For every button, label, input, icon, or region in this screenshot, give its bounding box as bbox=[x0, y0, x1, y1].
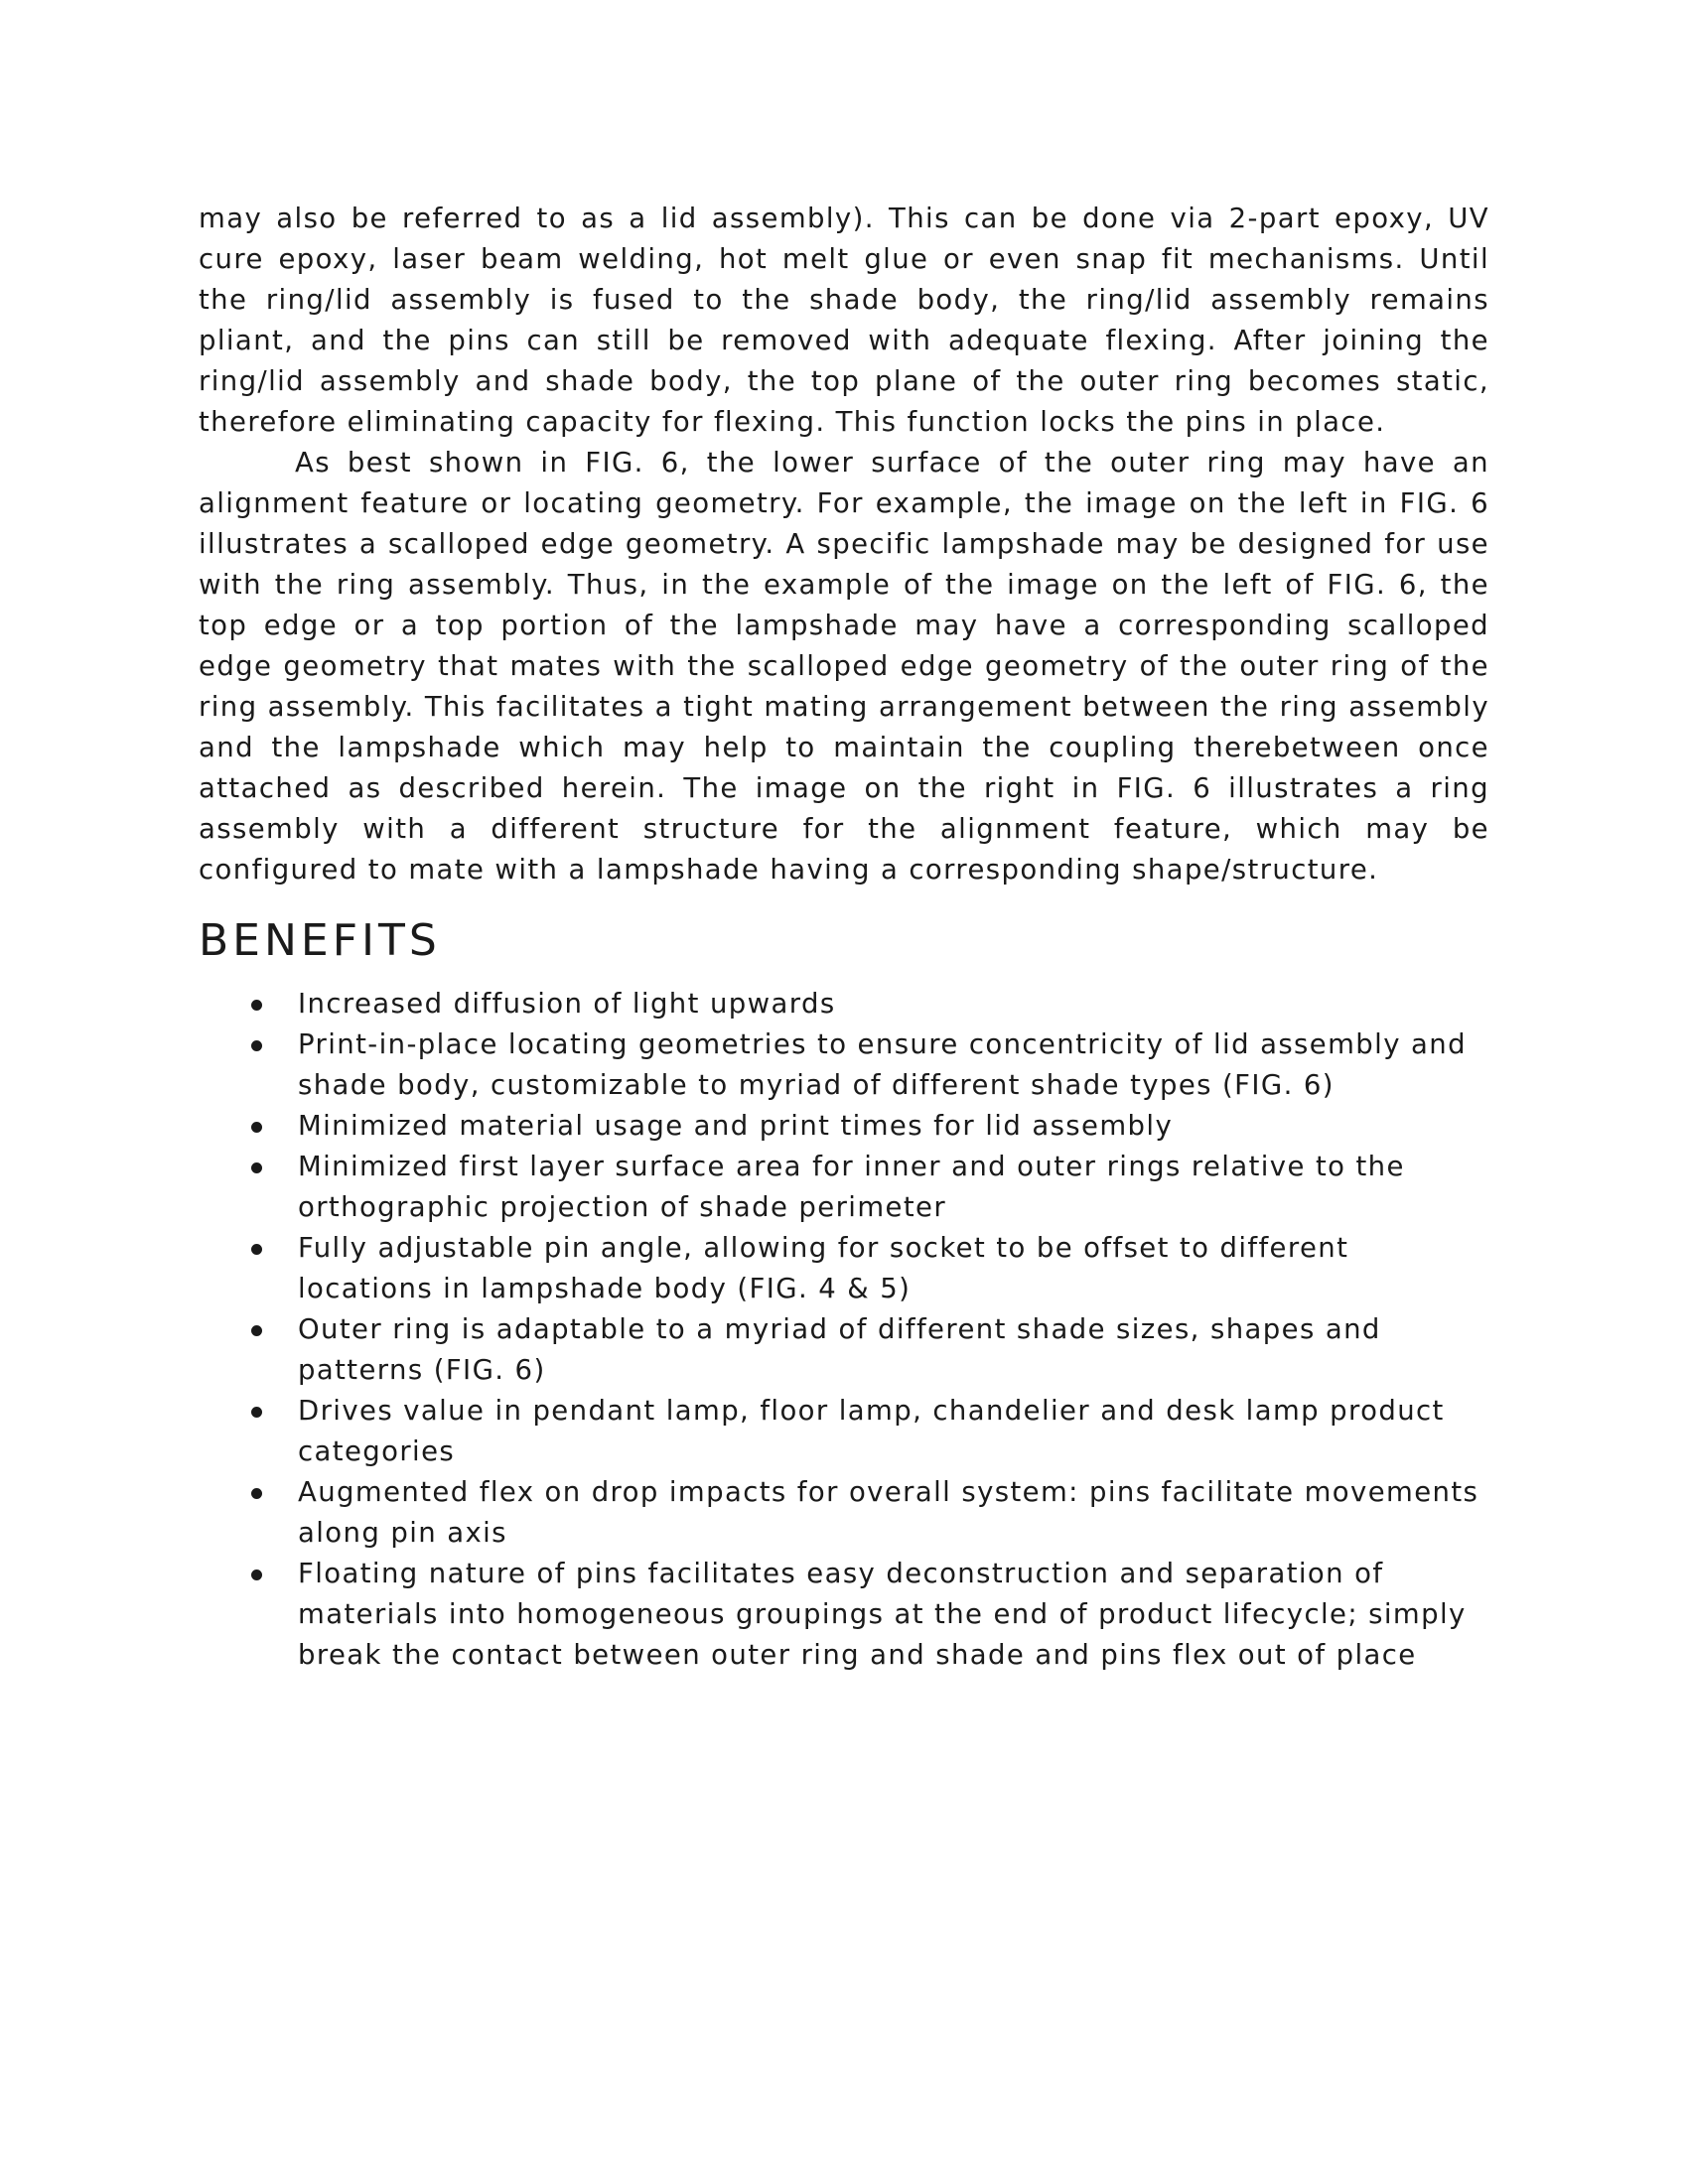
bullet-icon bbox=[251, 1040, 262, 1051]
benefit-text: Minimized material usage and print times for lid assembly bbox=[298, 1110, 1174, 1142]
benefit-text: Floating nature of pins facilitates easy deconstruction and separation of materials into homogeneous groupings at the end of product lifecycle; simply break the contact between outer ring and shade and pins flex out of place bbox=[298, 1558, 1467, 1671]
list-item bbox=[199, 1106, 1489, 1147]
bullet-icon bbox=[251, 1407, 262, 1418]
body-paragraph-2: As best shown in FIG. 6, the lower surface of the outer ring may have an alignment feature or locating geometry. For example, the image on the left in FIG. 6 illustrates a scalloped edge geometry. A specific lampshade may be designed for use with the ring assembly. Thus, in the example of the image on the left of FIG. 6, the top edge or a top portion of the lampshade may have a corresponding scalloped edge geometry that mates with the scalloped edge geometry of the outer ring of the ring assembly. This facilitates a tight mating arrangement between the ring assembly and the lampshade which may help to maintain the coupling therebetween once attached as described herein. The image on the right in FIG. 6 illustrates a ring assembly with a different structure for the alignment feature, which may be configured to mate with a lampshade having a corresponding shape/structure. bbox=[199, 447, 1489, 886]
list-item bbox=[199, 1147, 1489, 1228]
bullet-icon bbox=[251, 1162, 262, 1173]
list-item bbox=[199, 1472, 1489, 1554]
list-item bbox=[199, 1228, 1489, 1309]
benefit-text: Increased diffusion of light upwards bbox=[298, 988, 836, 1020]
benefit-text: Drives value in pendant lamp, floor lamp, chandelier and desk lamp product categories bbox=[298, 1395, 1445, 1467]
body-paragraph-1: may also be referred to as a lid assembly). This can be done via 2-part epoxy, UV cure epoxy, laser beam welding, hot melt glue or even snap fit mechanisms. Until the ring/lid assembly is fused to the shade body, the ring/lid assembly remains pliant, and the pins can still be removed with adequate flexing. After joining the ring/lid assembly and shade body, the top plane of the outer ring becomes static, therefore eliminating capacity for flexing. This function locks the pins in place. bbox=[199, 203, 1489, 438]
benefit-text: Augmented flex on drop impacts for overall system: pins facilitate movements along pin axis bbox=[298, 1476, 1479, 1549]
bullet-icon bbox=[251, 1000, 262, 1011]
benefits-list bbox=[199, 984, 1489, 1676]
list-item bbox=[199, 1024, 1489, 1106]
bullet-icon bbox=[251, 1488, 262, 1499]
benefits-heading: BENEFITS bbox=[199, 915, 441, 966]
list-item bbox=[199, 1391, 1489, 1472]
benefit-text: Minimized first layer surface area for inner and outer rings relative to the orthographic projection of shade perimeter bbox=[298, 1151, 1405, 1223]
benefit-text: Outer ring is adaptable to a myriad of different shade sizes, shapes and patterns (FIG. 6) bbox=[298, 1313, 1381, 1386]
bullet-icon bbox=[251, 1244, 262, 1255]
bullet-icon bbox=[251, 1122, 262, 1133]
bullet-icon bbox=[251, 1570, 262, 1580]
benefit-text: Fully adjustable pin angle, allowing for socket to be offset to different locations in lampshade body (FIG. 4 & 5) bbox=[298, 1232, 1349, 1304]
bullet-icon bbox=[251, 1325, 262, 1336]
list-item bbox=[199, 984, 1489, 1024]
list-item bbox=[199, 1309, 1489, 1391]
benefit-text: Print-in-place locating geometries to ensure concentricity of lid assembly and shade body, customizable to myriad of different shade types (FIG. 6) bbox=[298, 1028, 1467, 1101]
document-page bbox=[199, 199, 1489, 1676]
list-item bbox=[199, 1554, 1489, 1676]
